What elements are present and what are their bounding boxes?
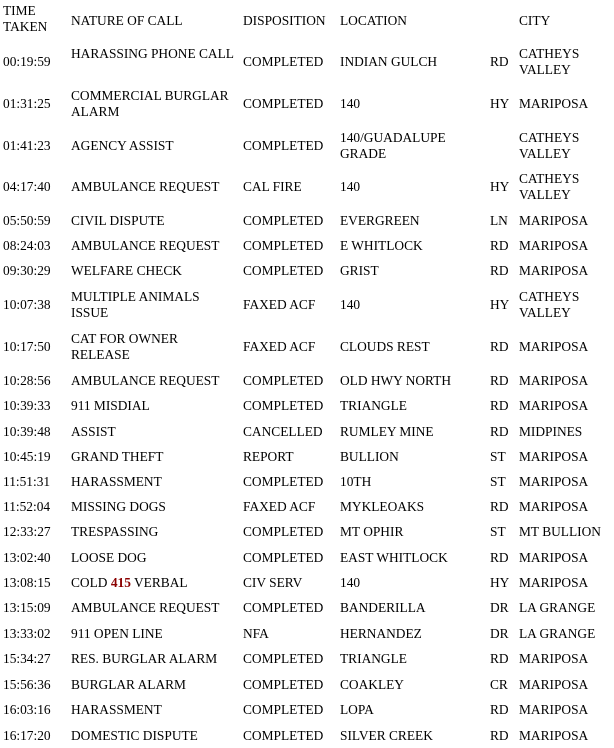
cell-time: 15:34:27 xyxy=(3,651,51,666)
cell-disposition: CANCELLED xyxy=(243,424,323,439)
cell-nature: CIVIL DISPUTE xyxy=(71,213,165,228)
cell-street-suffix: CR xyxy=(490,677,508,692)
cell-time: 10:28:56 xyxy=(3,373,51,388)
cell-street-suffix: RD xyxy=(490,238,509,253)
cell-location: OLD HWY NORTH xyxy=(340,373,452,388)
cell-street-suffix: RD xyxy=(490,728,509,743)
cell-disposition: COMPLETED xyxy=(243,651,324,666)
header-location: LOCATION xyxy=(340,13,407,28)
cell-nature: TRESPASSING xyxy=(71,524,159,539)
cell-location: BANDERILLA xyxy=(340,600,426,615)
cell-nature: AMBULANCE REQUEST xyxy=(71,373,220,388)
cell-disposition: COMPLETED xyxy=(243,398,324,413)
cell-location: 140/GUADALUPE GRADE xyxy=(340,130,446,161)
cell-city: LA GRANGE xyxy=(519,600,596,615)
cell-street-suffix: RD xyxy=(490,499,509,514)
cell-time: 01:41:23 xyxy=(3,138,51,153)
cell-city: MARIPOSA xyxy=(519,373,589,388)
cell-disposition: COMPLETED xyxy=(243,54,324,69)
cell-street-suffix: RD xyxy=(490,54,509,69)
cell-location: 140 xyxy=(340,179,361,194)
cell-city: MARIPOSA xyxy=(519,339,589,354)
cell-disposition: FAXED ACF xyxy=(243,499,316,514)
cell-location: EVERGREEN xyxy=(340,213,420,228)
cell-nature: CAT FOR OWNER RELEASE xyxy=(71,331,178,362)
cell-street-suffix: HY xyxy=(490,575,510,590)
nature-text: VERBAL xyxy=(130,575,188,590)
cell-location: INDIAN GULCH xyxy=(340,54,438,69)
cell-time: 01:31:25 xyxy=(3,96,51,111)
cell-time: 11:52:04 xyxy=(3,499,51,514)
cell-disposition: COMPLETED xyxy=(243,96,324,111)
cell-nature: AGENCY ASSIST xyxy=(71,138,174,153)
penal-code-highlight: 415 xyxy=(110,575,131,590)
cell-nature: COMMERCIAL BURGLAR ALARM xyxy=(71,88,229,119)
nature-text: COLD xyxy=(71,575,111,590)
cell-street-suffix: DR xyxy=(490,626,509,641)
cell-disposition: CAL FIRE xyxy=(243,179,302,194)
cell-location: LOPA xyxy=(340,702,374,717)
cell-location: MT OPHIR xyxy=(340,524,404,539)
cell-location: COAKLEY xyxy=(340,677,404,692)
cell-city: MARIPOSA xyxy=(519,575,589,590)
cell-street-suffix: LN xyxy=(490,213,508,228)
cell-disposition: COMPLETED xyxy=(243,238,324,253)
cell-location: 140 xyxy=(340,96,361,111)
cell-nature: BURGLAR ALARM xyxy=(71,677,186,692)
cell-time: 05:50:59 xyxy=(3,213,51,228)
header-city: CITY xyxy=(519,13,551,28)
cell-time: 16:03:16 xyxy=(3,702,51,717)
cell-disposition: FAXED ACF xyxy=(243,339,316,354)
cell-street-suffix: RD xyxy=(490,373,509,388)
cell-location: EAST WHITLOCK xyxy=(340,550,448,565)
cell-disposition: FAXED ACF xyxy=(243,297,316,312)
cell-nature: HARASSMENT xyxy=(71,702,162,717)
cell-city: MARIPOSA xyxy=(519,398,589,413)
cell-disposition: COMPLETED xyxy=(243,702,324,717)
cell-location: TRIANGLE xyxy=(340,651,407,666)
cell-disposition: COMPLETED xyxy=(243,728,324,743)
cell-nature: GRAND THEFT xyxy=(71,449,164,464)
cell-location: TRIANGLE xyxy=(340,398,407,413)
cell-time: 13:15:09 xyxy=(3,600,51,615)
cell-location: BULLION xyxy=(340,449,399,464)
cell-city: CATHEYS VALLEY xyxy=(519,171,580,202)
cell-location: SILVER CREEK xyxy=(340,728,433,743)
cell-location: GRIST xyxy=(340,263,379,278)
cell-nature: AMBULANCE REQUEST xyxy=(71,600,220,615)
cell-city: MARIPOSA xyxy=(519,550,589,565)
cell-street-suffix: RD xyxy=(490,550,509,565)
cell-time: 12:33:27 xyxy=(3,524,51,539)
cell-time: 04:17:40 xyxy=(3,179,51,194)
cell-city: MARIPOSA xyxy=(519,651,589,666)
cell-disposition: COMPLETED xyxy=(243,600,324,615)
cell-time: 09:30:29 xyxy=(3,263,51,278)
cell-street-suffix: HY xyxy=(490,96,510,111)
cell-nature: MULTIPLE ANIMALS ISSUE xyxy=(71,289,200,320)
cell-time: 15:56:36 xyxy=(3,677,51,692)
cell-street-suffix: ST xyxy=(490,474,506,489)
cell-location: 10TH xyxy=(340,474,372,489)
header-time-taken: TIME TAKEN xyxy=(3,3,48,34)
cell-nature: WELFARE CHECK xyxy=(71,263,182,278)
cell-city: MARIPOSA xyxy=(519,702,589,717)
cell-disposition: COMPLETED xyxy=(243,474,324,489)
cell-street-suffix: RD xyxy=(490,263,509,278)
cell-nature: LOOSE DOG xyxy=(71,550,147,565)
cell-location: RUMLEY MINE xyxy=(340,424,434,439)
cell-city: MARIPOSA xyxy=(519,728,589,743)
cell-time: 10:17:50 xyxy=(3,339,51,354)
cell-disposition: COMPLETED xyxy=(243,373,324,388)
cell-city: MARIPOSA xyxy=(519,213,589,228)
cell-nature: DOMESTIC DISPUTE xyxy=(71,728,198,743)
cell-nature xyxy=(71,575,239,591)
cell-disposition: COMPLETED xyxy=(243,524,324,539)
cell-location: E WHITLOCK xyxy=(340,238,423,253)
cell-time: 10:39:48 xyxy=(3,424,51,439)
cell-time: 13:08:15 xyxy=(3,575,51,590)
cell-time: 13:33:02 xyxy=(3,626,51,641)
cell-time: 10:45:19 xyxy=(3,449,51,464)
cell-city: CATHEYS VALLEY xyxy=(519,130,580,161)
cell-disposition: COMPLETED xyxy=(243,677,324,692)
cell-location: HERNANDEZ xyxy=(340,626,422,641)
cell-city: CATHEYS VALLEY xyxy=(519,289,580,320)
header-disposition: DISPOSITION xyxy=(243,13,326,28)
cell-nature: 911 MISDIAL xyxy=(71,398,150,413)
cell-street-suffix: RD xyxy=(490,339,509,354)
cell-street-suffix: DR xyxy=(490,600,509,615)
cell-disposition: COMPLETED xyxy=(243,213,324,228)
cell-city: MT BULLION xyxy=(519,524,601,539)
cell-time: 16:17:20 xyxy=(3,728,51,743)
cell-street-suffix: RD xyxy=(490,651,509,666)
cell-time: 00:19:59 xyxy=(3,54,51,69)
cell-street-suffix: HY xyxy=(490,179,510,194)
cell-city: MARIPOSA xyxy=(519,499,589,514)
header-nature-of-call: NATURE OF CALL xyxy=(71,13,183,28)
cell-nature: HARASSMENT xyxy=(71,474,162,489)
cell-street-suffix: ST xyxy=(490,524,506,539)
cell-disposition: COMPLETED xyxy=(243,138,324,153)
cell-location: 140 xyxy=(340,297,361,312)
cell-street-suffix: RD xyxy=(490,398,509,413)
cell-city: MARIPOSA xyxy=(519,96,589,111)
cell-location: 140 xyxy=(340,575,361,590)
cell-city: MARIPOSA xyxy=(519,263,589,278)
cell-location: CLOUDS REST xyxy=(340,339,430,354)
cell-city: MARIPOSA xyxy=(519,238,589,253)
cell-city: LA GRANGE xyxy=(519,626,596,641)
cell-nature: ASSIST xyxy=(71,424,116,439)
cell-city: CATHEYS VALLEY xyxy=(519,46,580,77)
cell-nature: MISSING DOGS xyxy=(71,499,166,514)
cell-disposition: COMPLETED xyxy=(243,263,324,278)
cell-nature: HARASSING PHONE CALL xyxy=(71,46,234,61)
cell-time: 10:39:33 xyxy=(3,398,51,413)
cell-time: 13:02:40 xyxy=(3,550,51,565)
cell-city: MARIPOSA xyxy=(519,677,589,692)
cell-nature: AMBULANCE REQUEST xyxy=(71,179,220,194)
cell-disposition: CIV SERV xyxy=(243,575,303,590)
cell-nature: AMBULANCE REQUEST xyxy=(71,238,220,253)
cell-time: 08:24:03 xyxy=(3,238,51,253)
cell-location: MYKLEOAKS xyxy=(340,499,425,514)
cell-city: MARIPOSA xyxy=(519,474,589,489)
cell-disposition: COMPLETED xyxy=(243,550,324,565)
cell-street-suffix: HY xyxy=(490,297,510,312)
cell-time: 11:51:31 xyxy=(3,474,51,489)
cell-street-suffix: ST xyxy=(490,449,506,464)
cell-disposition: REPORT xyxy=(243,449,294,464)
cell-time: 10:07:38 xyxy=(3,297,51,312)
cell-street-suffix: RD xyxy=(490,424,509,439)
cell-city: MIDPINES xyxy=(519,424,583,439)
cell-disposition: NFA xyxy=(243,626,269,641)
cell-street-suffix: RD xyxy=(490,702,509,717)
cell-city: MARIPOSA xyxy=(519,449,589,464)
cell-nature: RES. BURGLAR ALARM xyxy=(71,651,218,666)
cell-nature: 911 OPEN LINE xyxy=(71,626,163,641)
